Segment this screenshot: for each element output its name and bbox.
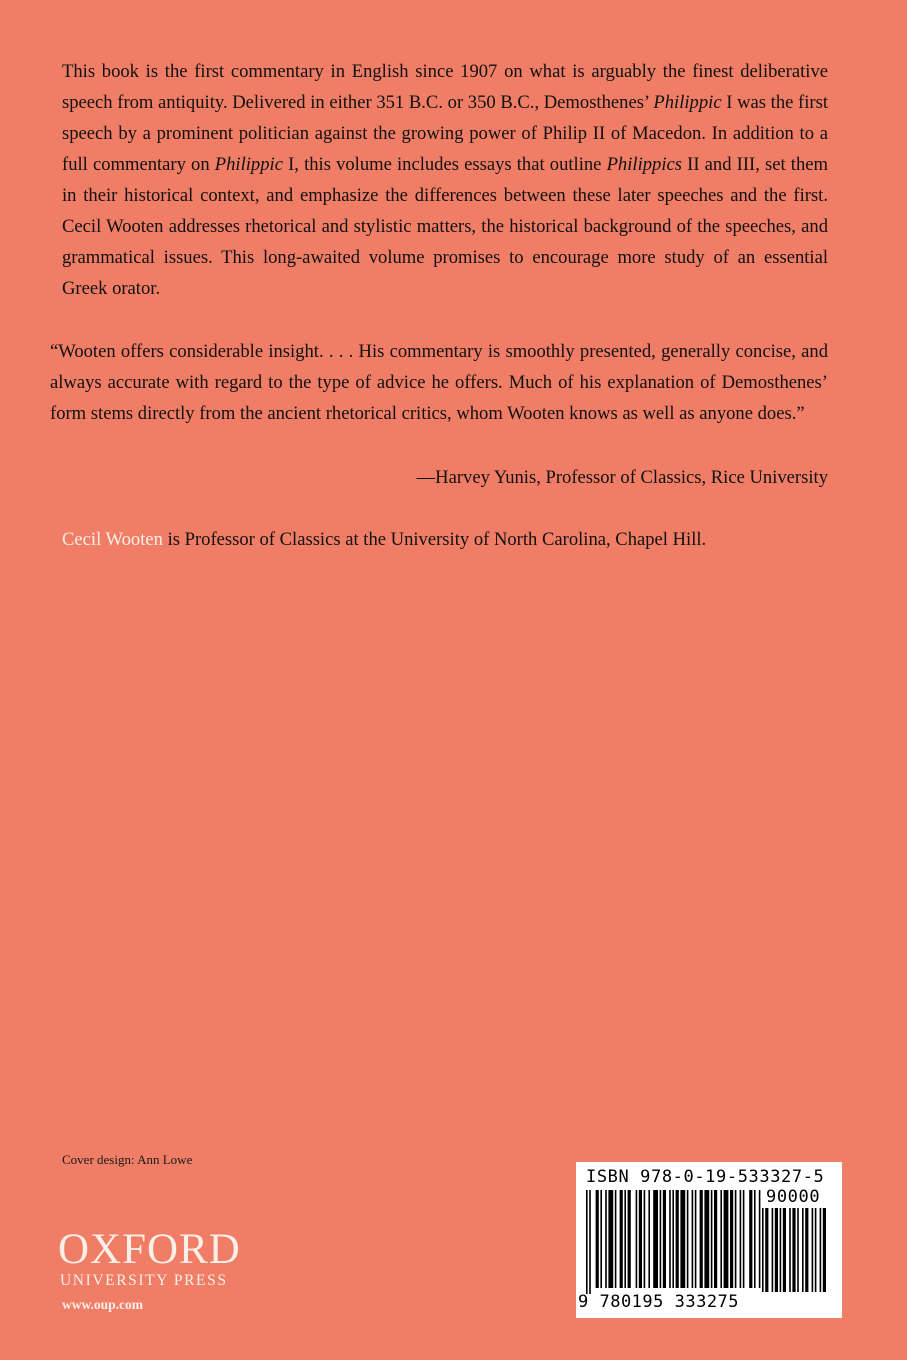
barcode-bar xyxy=(704,1190,709,1288)
publisher-name: OXFORD xyxy=(58,1226,241,1273)
isbn-barcode xyxy=(576,1162,842,1318)
barcode-bar xyxy=(660,1190,662,1288)
review-attribution: —Harvey Yunis, Professor of Classics, Rice University xyxy=(416,467,828,488)
barcode-bar xyxy=(780,1208,782,1292)
barcode-bar xyxy=(775,1208,778,1292)
barcode-bar xyxy=(608,1190,613,1288)
author-name: Cecil Wooten xyxy=(62,529,163,550)
publisher-subtitle: UNIVERSITY PRESS xyxy=(60,1272,228,1289)
barcode-bar xyxy=(743,1190,745,1288)
title-philippics: Philippics xyxy=(606,154,682,175)
price-addon-number: 90000 xyxy=(766,1187,821,1207)
barcode-bar xyxy=(589,1190,591,1294)
barcode-bar xyxy=(680,1190,685,1288)
barcode-bar xyxy=(600,1190,602,1288)
barcode-bar xyxy=(648,1190,650,1288)
barcode-bar xyxy=(815,1208,817,1292)
review-quote: “Wooten offers considerable insight. . . . His commentary is smoothly presented, generally concise, and always accurate with regard to the type of advice he offers. Much of his explanation of Demosthenes’ form stems directly from the ancient rhetorical critics, whom Wooten knows as well as anyone does.” xyxy=(50,341,828,424)
barcode-bar xyxy=(639,1190,642,1288)
ean-digits: 9 780195 333275 xyxy=(578,1292,740,1312)
book-description: This book is the first commentary in English since 1907 on what is arguably the finest deliberative speech from antiquity. Delivered in either 351 B.C. or 350 B.C., Demosthenes’ Philippic I was the first speech by a prominent politician against the growing power of Philip II of Macedon. In addition to a full commentary on Philippic I, this volume includes essays that outline Philippics II and III, set them in their historical context, and emphasize the differences between these later speeches and the first. Cecil Wooten addresses rhetorical and stylistic matters, the historical background of the speeches, and grammatical issues. This long-awaited volume promises to encourage more study of an essential Greek orator. xyxy=(62,61,828,299)
barcode-bar xyxy=(772,1208,774,1292)
barcode-bar xyxy=(759,1190,761,1288)
barcode-bar xyxy=(765,1208,768,1292)
barcode-bar xyxy=(596,1190,599,1288)
title-philippic: Philippic xyxy=(214,154,283,175)
barcode-bar xyxy=(730,1190,733,1288)
barcode-bar xyxy=(820,1208,822,1292)
ean-barcode-bars xyxy=(586,1190,762,1294)
publisher-url: www.oup.com xyxy=(62,1297,144,1312)
barcode-bar xyxy=(789,1208,791,1292)
barcode-bar xyxy=(711,1190,713,1288)
barcode-bar xyxy=(802,1208,804,1292)
barcode-bar xyxy=(754,1190,756,1288)
barcode-bar xyxy=(669,1190,671,1288)
title-philippic: Philippic xyxy=(653,92,722,113)
barcode-bar xyxy=(636,1190,638,1288)
isbn-label: ISBN 978-0-19-533327-5 xyxy=(586,1167,825,1187)
cover-design-credit: Cover design: Ann Lowe xyxy=(62,1152,193,1167)
barcode-bar xyxy=(676,1190,679,1288)
barcode-bar xyxy=(620,1190,623,1288)
barcode-bar xyxy=(692,1190,694,1288)
barcode-bar xyxy=(700,1190,703,1288)
publisher-logo xyxy=(58,1228,241,1290)
barcode-bar xyxy=(724,1190,729,1288)
barcode-bar xyxy=(740,1190,742,1288)
author-bio: Cecil Wooten is Professor of Classics at the University of North Carolina, Chapel Hill. xyxy=(62,529,707,550)
barcode-bar xyxy=(797,1208,799,1292)
barcode-bar xyxy=(644,1190,646,1288)
barcode-bar xyxy=(749,1190,752,1288)
barcode-bar xyxy=(720,1190,722,1288)
barcode-bar xyxy=(735,1190,737,1288)
barcode-bar xyxy=(586,1190,588,1294)
barcode-bar xyxy=(672,1190,674,1288)
barcode-bar xyxy=(663,1190,666,1288)
barcode-bar xyxy=(812,1208,814,1292)
barcode-bar xyxy=(695,1190,697,1288)
barcode-bar xyxy=(605,1190,607,1288)
barcode-bar xyxy=(624,1190,626,1288)
barcode-bar xyxy=(653,1190,658,1288)
barcode-bar xyxy=(628,1190,631,1288)
addon-barcode-bars xyxy=(762,1208,834,1294)
barcode-bar xyxy=(687,1190,689,1288)
barcode-bar xyxy=(762,1208,764,1292)
barcode-bar xyxy=(615,1190,617,1288)
barcode-bar xyxy=(783,1208,786,1292)
barcode-bar xyxy=(714,1190,717,1288)
barcode-bar xyxy=(823,1208,826,1292)
barcode-bar xyxy=(792,1208,795,1292)
barcode-bar xyxy=(805,1208,808,1292)
